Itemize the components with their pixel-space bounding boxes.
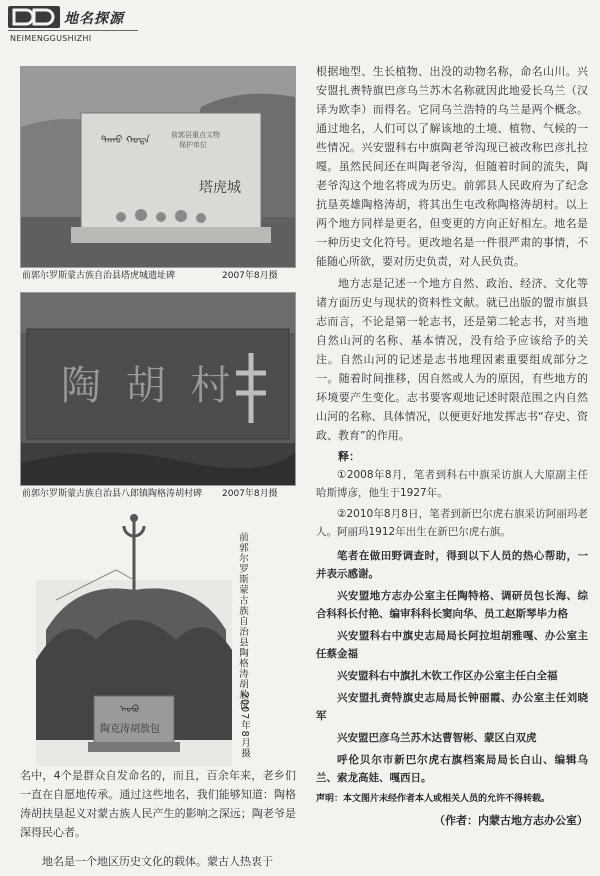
svg-text:前郭县重点文物: 前郭县重点文物 <box>171 131 220 139</box>
thanks-item-6: 呼伦贝尔市新巴尔虎右旗档案局局长白山、编辑乌兰、索龙高娃、嘎西日。 <box>316 754 588 784</box>
left-paragraph-1: 名中，4个是群众自发命名的，而且，百余年来，老乡们一直在自愿地传承。通过这些地名，我们能够知道：陶格涛胡扶垦起义对蒙古族人民产生的影响之深远；陶老爷是深得民心者。 <box>20 769 296 839</box>
note-1: ①2008年8月，笔者到科右中旗采访旗人大原副主任哈斯博彦，他生于1927年。 <box>316 469 588 499</box>
photo-stele <box>20 66 296 268</box>
magazine-logo <box>8 6 60 28</box>
svg-text:保护单位: 保护单位 <box>179 141 207 149</box>
aobao-inscription: 陶克涛胡敖包 <box>100 724 160 735</box>
page-header <box>8 4 208 48</box>
note-2: ②2010年8月8日，笔者到新巴尔虎右旗采访阿丽玛老人。阿丽玛1912年出生在新巴尔虎右旗。 <box>316 508 588 538</box>
village-sign-text: 陶 胡 村 <box>61 363 237 409</box>
notes-label: 释： <box>338 450 360 463</box>
copyright-declaration: 声明：本文图片未经作者本人或相关人员的允许不得转载。 <box>316 794 551 804</box>
photo-aobao-date: 2007年8月摄 <box>239 692 250 759</box>
svg-text:ᠠᠣᠪᠣ: ᠠᠣᠪᠣ <box>120 705 139 715</box>
author-line: （作者：内蒙古地方志办公室） <box>434 814 588 827</box>
magazine-name: NEIMENGGUSHIZHI <box>10 34 92 43</box>
thanks-item-2: 兴安盟科右中旗史志局局长阿拉坦胡雅嘎、办公室主任蔡金福 <box>316 630 588 660</box>
photo-village-sign-caption: 前郭尔罗斯蒙古族自治县八郎镇陶格涛胡村碑 <box>22 489 203 499</box>
left-paragraph-2: 地名是一个地区历史文化的载体。蒙古人热衷于 <box>42 855 273 868</box>
thanks-intro: 笔者在做田野调查时，得到以下人员的热心帮助，一并表示感谢。 <box>316 550 588 580</box>
thanks-item-4: 兴安盟扎赉特旗史志局局长钟丽霞、办公室主任刘晓军 <box>316 692 588 722</box>
thanks-item-5: 兴安盟巴彦乌兰苏木达曹智彬、蒙区白双虎 <box>337 732 537 744</box>
photo-village-sign <box>20 292 296 486</box>
right-paragraph-2: 地方志是记述一个地方自然、政治、经济、文化等诸方面历史与现状的资料性文献。就已出版的盟市旗县志而言，不论是第一轮志书，还是第二轮志书，对当地自然山河的名称、基本情况，没有给予应该给予的关注。自然山河的记述是志书地理因素重要组成部分之一。随着时间推移，因自然或人为的原因，有些地方的环境要产生变化。志书要客观地记述时限范围之内自然山河的名称、具体情况，以便更好地发挥志书“存史、资政、教育”的作用。 <box>316 277 588 442</box>
right-column <box>316 62 588 830</box>
column-title: 地名探源 <box>64 11 124 27</box>
right-paragraph-1: 根据地型、生长植物、出没的动物名称，命名山川。兴安盟扎赉特旗巴彦乌兰苏木名称就因此地爱长乌兰（汉译为欧李）而得名。它同乌兰浩特的乌兰是两个概念。通过地名，人们可以了解该地的土境、植物、气候的一些情况。兴安盟科右中旗陶老爷沟现已被改称巴彦扎拉嘎。虽然民间还在叫陶老爷沟，但随着时间的流失，陶老爷沟这个地名将成为历史。前郭县人民政府为了纪念抗垦英雄陶格涛胡，将其出生屯改称陶格涛胡村。以上两个地方同样是更名，但变更的方向正好相左。地名是一种历史文化符号。更改地名是一件很严肃的事情，不能随心所欲，要对历史负责，对人民负责。 <box>316 65 588 268</box>
photo-aobao-caption: 前郭尔罗斯蒙古族自治县陶格涛胡敖包 <box>237 532 248 711</box>
svg-text:ᠲᠠᠬᠤ ᠬᠣᠲᠠ: ᠲᠠᠬᠤ ᠬᠣᠲᠠ <box>101 135 150 146</box>
photo-village-sign-date: 2007年8月摄 <box>222 489 278 499</box>
thanks-item-1: 兴安盟地方志办公室主任陶特格、调研员包长海、综合科科长付艳、编审科科长窦向华、员工赵斯琴毕力格 <box>316 590 588 620</box>
photo-stele-date: 2007年8月摄 <box>222 271 278 281</box>
photo-stele-caption: 前郭尔罗斯蒙古族自治县塔虎城遗址碑 <box>22 271 176 281</box>
header-rule <box>8 30 138 31</box>
stele-inscription: 塔虎城 <box>199 180 241 196</box>
photo-aobao <box>36 510 232 766</box>
thanks-item-3: 兴安盟科右中旗扎木钦工作区办公室主任白全福 <box>337 670 558 682</box>
left-column <box>20 766 296 871</box>
